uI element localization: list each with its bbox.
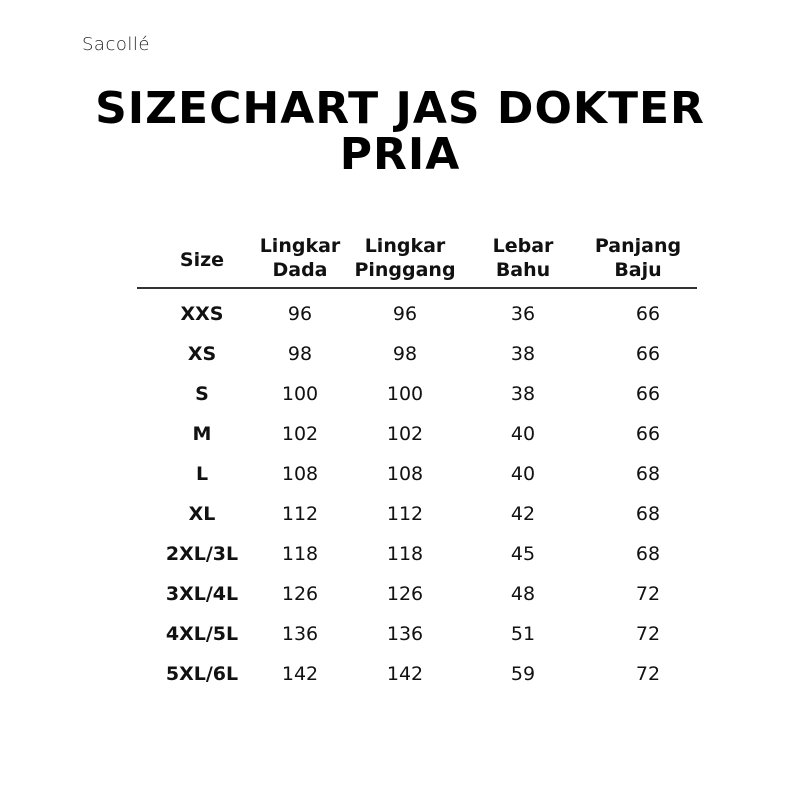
cell-lingkar-dada: 136 [281,623,319,645]
cell-panjang-baju: 68 [635,503,661,525]
table-row [0,379,800,419]
table-row [0,339,800,379]
table-row [0,539,800,579]
title-line-2: PRIA [339,129,461,180]
cell-lingkar-dada: 98 [287,343,313,365]
cell-lingkar-pinggang: 98 [392,343,418,365]
cell-lingkar-dada: 108 [281,463,319,485]
table-row [0,579,800,619]
cell-lingkar-dada: 112 [281,503,319,525]
cell-size: 2XL/3L [165,543,239,565]
cell-size: XL [188,503,216,525]
cell-panjang-baju: 72 [635,663,661,685]
cell-lingkar-pinggang: 126 [386,583,424,605]
title-line-1: SIZECHART JAS DOKTER [95,83,705,134]
header-lebar-bahu: Lebar Bahu [492,235,554,281]
brand-logo: Sacollé [82,34,150,55]
header-lingkar-dada: Lingkar Dada [259,235,341,281]
table-row [0,299,800,339]
header-lingkar-pinggang: Lingkar Pinggang [354,235,456,281]
table-row [0,459,800,499]
cell-lebar-bahu: 42 [510,503,536,525]
header-size: Size [179,249,225,271]
cell-panjang-baju: 66 [635,303,661,325]
cell-lingkar-dada: 142 [281,663,319,685]
cell-lebar-bahu: 38 [510,383,536,405]
table-row [0,659,800,699]
cell-lingkar-dada: 96 [287,303,313,325]
cell-size: S [195,383,209,405]
cell-lingkar-pinggang: 100 [386,383,424,405]
cell-panjang-baju: 66 [635,423,661,445]
cell-lebar-bahu: 38 [510,343,536,365]
cell-lebar-bahu: 40 [510,423,536,445]
cell-lebar-bahu: 40 [510,463,536,485]
cell-panjang-baju: 72 [635,583,661,605]
header-divider [137,287,697,289]
cell-lingkar-dada: 102 [281,423,319,445]
cell-lingkar-pinggang: 108 [386,463,424,485]
table-row [0,419,800,459]
cell-panjang-baju: 72 [635,623,661,645]
cell-panjang-baju: 66 [635,343,661,365]
cell-panjang-baju: 68 [635,463,661,485]
cell-lingkar-pinggang: 112 [386,503,424,525]
cell-lebar-bahu: 45 [510,543,536,565]
cell-lingkar-pinggang: 102 [386,423,424,445]
page-title [0,83,800,180]
cell-panjang-baju: 66 [635,383,661,405]
cell-size: XXS [180,303,224,325]
cell-size: 4XL/5L [165,623,239,645]
cell-size: 5XL/6L [165,663,239,685]
cell-size: L [195,463,209,485]
cell-lingkar-pinggang: 136 [386,623,424,645]
cell-lebar-bahu: 51 [510,623,536,645]
table-row [0,499,800,539]
cell-size: M [192,423,212,445]
cell-panjang-baju: 68 [635,543,661,565]
cell-lingkar-dada: 100 [281,383,319,405]
cell-lingkar-pinggang: 142 [386,663,424,685]
table-row [0,619,800,659]
cell-lingkar-pinggang: 118 [386,543,424,565]
cell-lebar-bahu: 59 [510,663,536,685]
cell-lingkar-pinggang: 96 [392,303,418,325]
cell-lingkar-dada: 126 [281,583,319,605]
cell-size: XS [187,343,217,365]
cell-size: 3XL/4L [165,583,239,605]
header-panjang-baju: Panjang Baju [594,235,682,281]
cell-lebar-bahu: 36 [510,303,536,325]
cell-lingkar-dada: 118 [281,543,319,565]
cell-lebar-bahu: 48 [510,583,536,605]
